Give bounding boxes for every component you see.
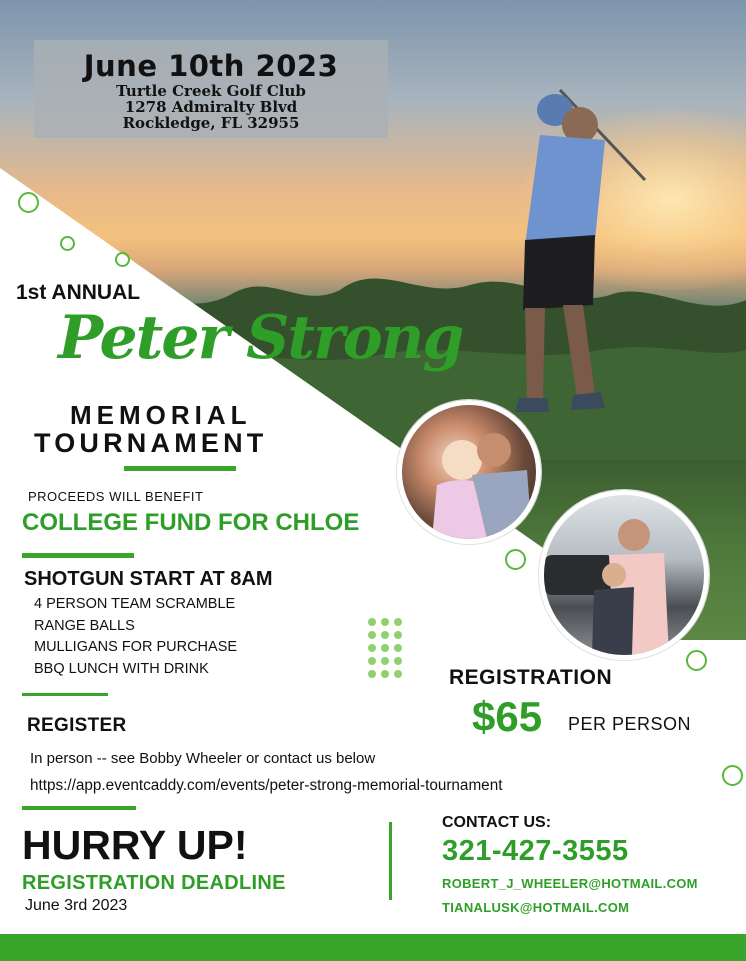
decor-ring (18, 192, 39, 213)
date-venue-box (34, 40, 388, 138)
contact-email-secondary[interactable]: TIANALUSK@HOTMAIL.COM (442, 900, 630, 915)
decor-ring (115, 252, 130, 267)
venue-name: Turtle Creek Golf Club (116, 82, 306, 100)
family-photo-1 (397, 400, 541, 544)
list-item: RANGE BALLS (34, 617, 135, 634)
venue-city: Rockledge, FL 32955 (122, 114, 300, 132)
list-item: MULLIGANS FOR PURCHASE (34, 639, 238, 655)
decor-ring (60, 236, 75, 251)
decor-ring (686, 650, 707, 671)
deadline-date: June 3rd 2023 (25, 897, 128, 914)
feature-list (34, 596, 237, 682)
dot-grid-decoration (367, 617, 403, 679)
decor-ring (722, 765, 743, 786)
divider-bar (22, 553, 134, 558)
in-person-info: In person -- see Bobby Wheeler or contact us below (30, 750, 376, 767)
list-item: 4 PERSON TEAM SCRAMBLE (34, 596, 236, 612)
divider-bar (22, 806, 136, 810)
start-time-heading: SHOTGUN START AT 8AM (24, 568, 273, 590)
event-date: June 10th 2023 (83, 49, 339, 83)
contact-email-primary[interactable]: ROBERT_J_WHEELER@HOTMAIL.COM (442, 876, 698, 891)
list-item: BBQ LUNCH WITH DRINK (34, 660, 209, 677)
venue-street: 1278 Admiralty Blvd (124, 98, 298, 116)
deadline-label: REGISTRATION DEADLINE (22, 872, 286, 894)
divider-bar (124, 466, 236, 471)
contact-heading: CONTACT US: (442, 814, 552, 831)
registration-price: $65 (472, 693, 543, 740)
bottom-band (0, 934, 746, 961)
registration-heading: REGISTRATION (449, 666, 613, 689)
beneficiary-name: COLLEGE FUND FOR CHLOE (22, 509, 360, 536)
title-memorial: MEMORIAL (70, 400, 252, 430)
register-heading: REGISTER (27, 715, 127, 736)
hurry-heading: HURRY UP! (22, 822, 248, 868)
family-photo-2 (539, 490, 709, 660)
decor-ring (505, 549, 526, 570)
annual-label: 1st ANNUAL (16, 281, 141, 304)
vertical-divider (389, 822, 392, 900)
honoree-name: Peter Strong (58, 303, 463, 373)
divider-bar (22, 693, 108, 696)
benefit-label: PROCEEDS WILL BENEFIT (28, 489, 204, 504)
contact-phone[interactable]: 321-427-3555 (442, 835, 629, 867)
registration-link[interactable]: https://app.eventcaddy.com/events/peter-strong-memorial-tournament (30, 777, 503, 794)
title-tournament: TOURNAMENT (34, 428, 268, 458)
price-unit: PER PERSON (568, 714, 692, 734)
